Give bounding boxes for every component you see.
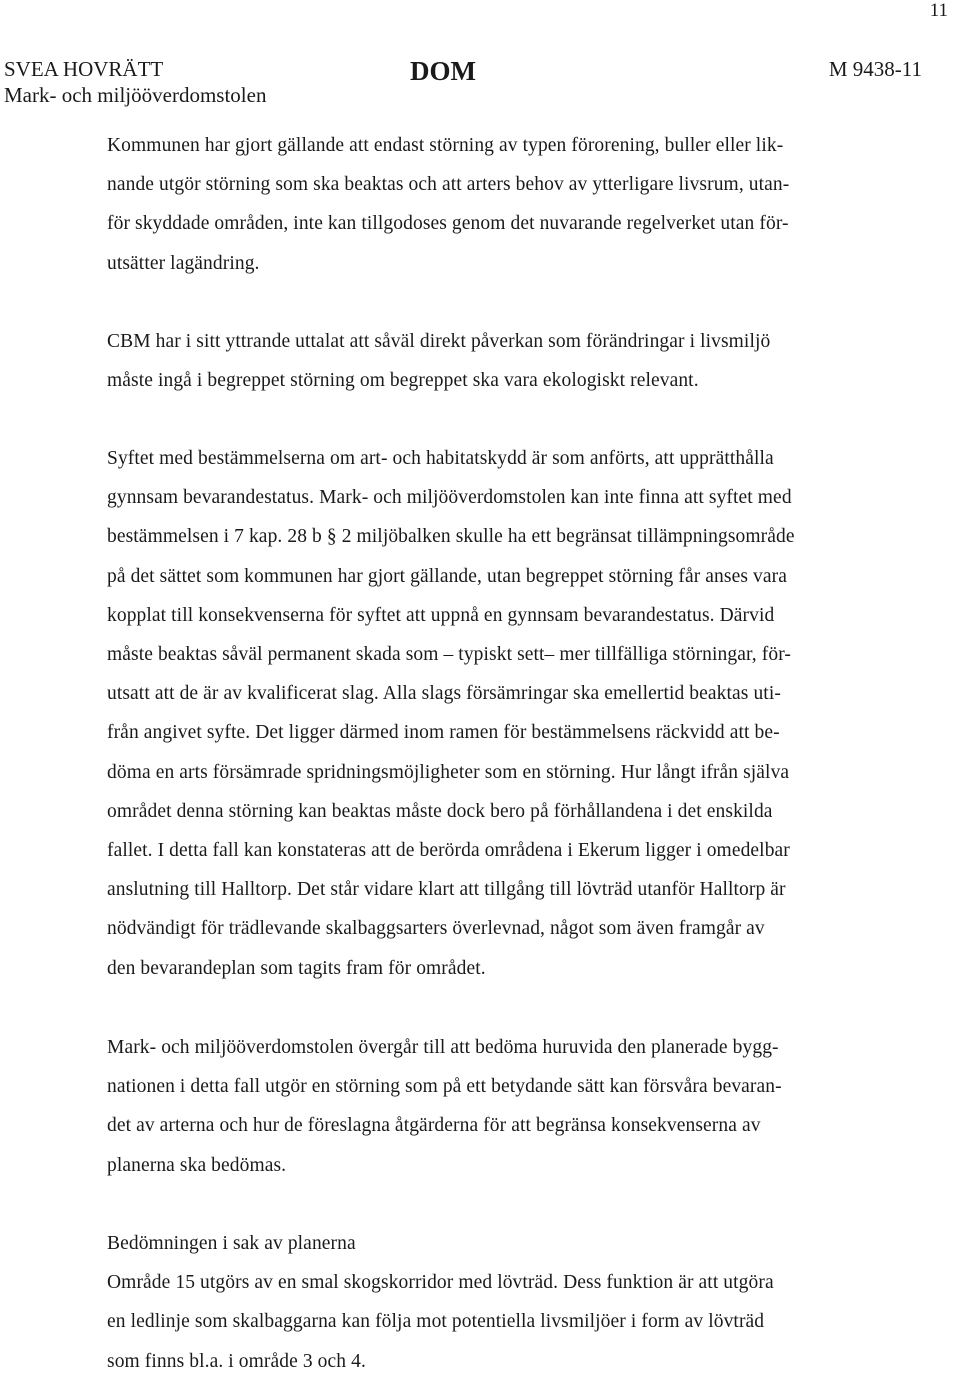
document-type: DOM <box>410 56 476 86</box>
text-line: den bevarandeplan som tagits fram för området. <box>107 957 486 979</box>
text-line: utsatt att de är av kvalificerat slag. Alla slags försämringar ska emellertid beaktas uti- <box>107 683 781 705</box>
court-division: Mark- och miljööverdomstolen <box>4 83 267 107</box>
paragraph-cbm-statement <box>107 322 897 400</box>
court-header <box>4 56 266 108</box>
text-line: nationen i detta fall utgör en störning som på ett betydande sätt kan försvåra bevaran- <box>107 1076 782 1098</box>
text-line: fallet. I detta fall kan konstateras att de berörda områdena i Ekerum ligger i omedelbar <box>107 840 790 862</box>
paragraph-municipality-claim <box>107 126 897 283</box>
case-number: M 9438-11 <box>828 57 922 81</box>
text-line: måste ingå i begreppet störning om begreppet ska vara ekologiskt relevant. <box>107 370 699 392</box>
text-line: anslutning till Halltorp. Det står vidare klart att tillgång till lövträd utanför Halltorp är <box>107 879 786 901</box>
text-line: planerna ska bedömas. <box>107 1154 287 1176</box>
text-line: från angivet syfte. Det ligger därmed inom ramen för bestämmelsens räckvidd att be- <box>107 722 780 744</box>
section-heading: Bedömningen i sak av planerna <box>107 1233 356 1254</box>
text-line: nande utgör störning som ska beaktas och att arters behov av ytterligare livsrum, utan- <box>107 174 790 196</box>
text-line: Område 15 utgörs av en smal skogskorridor med lövträd. Dess funktion är att utgöra <box>107 1272 774 1294</box>
text-line: gynnsam bevarandestatus. Mark- och miljööverdomstolen kan inte finna att syftet med <box>107 487 792 509</box>
text-line: det av arterna och hur de föreslagna åtgärderna för att begränsa konsekvenserna av <box>107 1115 761 1137</box>
text-line: en ledlinje som skalbaggarna kan följa mot potentiella livsmiljöer i form av lövträd <box>107 1311 765 1333</box>
text-line: döma en arts försämrade spridningsmöjligheter som en störning. Hur långt ifrån själva <box>107 761 790 783</box>
text-line: området denna störning kan beaktas måste dock bero på förhållandena i det enskilda <box>107 800 773 822</box>
text-line: bestämmelsen i 7 kap. 28 b § 2 miljöbalken skulle ha ett begränsat tillämpningsområde <box>107 526 795 548</box>
paragraph-assessment-transition <box>107 1028 897 1185</box>
text-line: Mark- och miljööverdomstolen övergår till att bedöma huruvida den planerade bygg- <box>107 1037 779 1058</box>
text-line: på det sättet som kommunen har gjort gällande, utan begreppet störning får anses vara <box>107 565 787 587</box>
text-line: som finns bl.a. i område 3 och 4. <box>107 1350 366 1372</box>
text-line: Syftet med bestämmelserna om art- och habitatskydd är som anförts, att upprätthålla <box>107 448 774 469</box>
court-name: SVEA HOVRÄTT <box>4 57 164 81</box>
text-line: utsätter lagändring. <box>107 252 260 274</box>
text-line: för skyddade områden, inte kan tillgodoses genom det nuvarande regelverket utan för- <box>107 213 789 235</box>
page-number: 11 <box>929 0 948 21</box>
paragraph-plan-assessment <box>107 1224 897 1381</box>
text-line: CBM har i sitt yttrande uttalat att såväl direkt påverkan som förändringar i livsmiljö <box>107 331 771 352</box>
paragraph-purpose-assessment <box>107 439 897 988</box>
text-line: måste beaktas såväl permanent skada som – typiskt sett– mer tillfälliga störningar, för- <box>107 644 791 666</box>
text-line: Kommunen har gjort gällande att endast störning av typen förorening, buller eller lik- <box>107 135 784 156</box>
text-line: kopplat till konsekvenserna för syftet att uppnå en gynnsam bevarandestatus. Därvid <box>107 604 775 626</box>
text-line: nödvändigt för trädlevande skalbaggsarters överlevnad, något som även framgår av <box>107 918 765 940</box>
